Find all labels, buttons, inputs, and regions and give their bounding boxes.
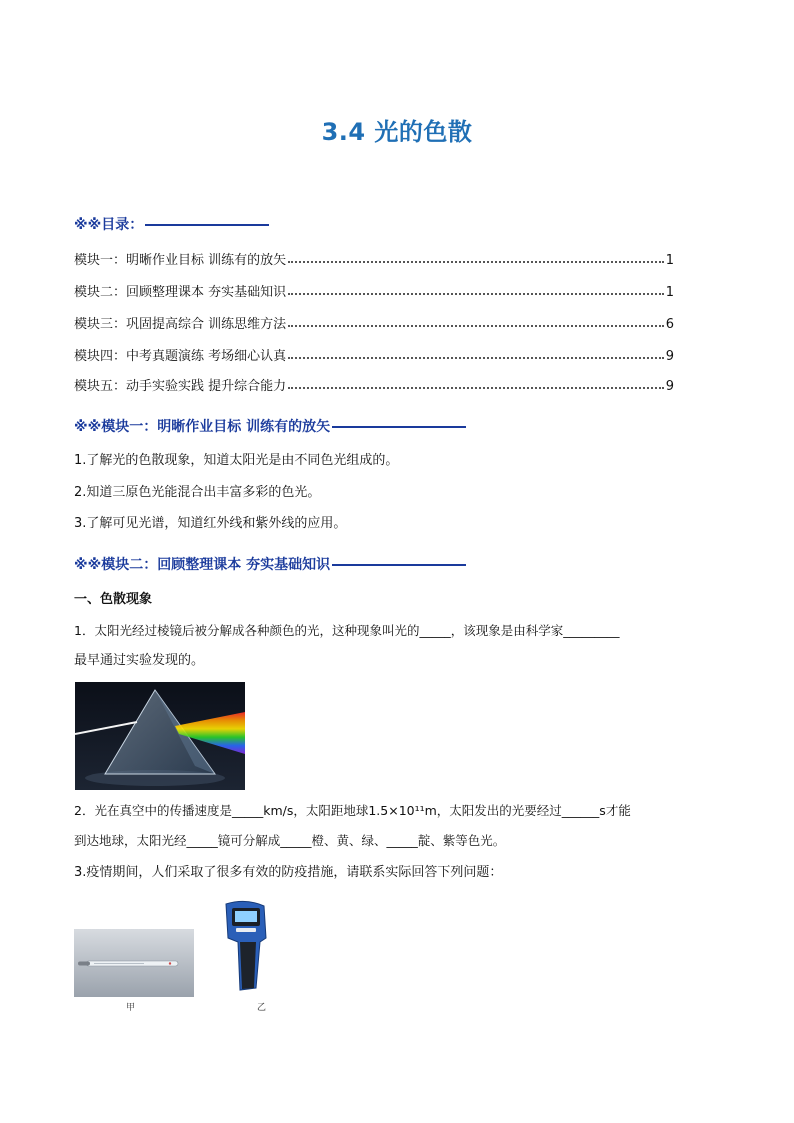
toc-item-label: 模块三：巩固提高综合 训练思维方法 (74, 317, 287, 332)
toc-item[interactable] (74, 314, 674, 332)
module2-heading-text: ※※模块二：回顾整理课本 夯实基础知识 (74, 557, 331, 573)
module1-goal-2: 2.知道三原色光能混合出丰富多彩的色光。 (74, 485, 321, 500)
toc-leader (288, 325, 664, 327)
question-1-line-1: 1．太阳光经过棱镜后被分解成各种颜色的光，这种现象叫光的_____，该现象是由科学家_________ (74, 623, 620, 638)
toc-item[interactable] (74, 346, 674, 364)
module1-goal-3: 3.了解可见光谱，知道红外线和紫外线的应用。 (74, 516, 347, 531)
module1-heading-text: ※※模块一：明晰作业目标 训练有的放矢 (74, 419, 331, 435)
toc-item[interactable] (74, 376, 674, 394)
toc-item-label: 模块五：动手实验实践 提升综合能力 (74, 379, 287, 394)
toc-item-label: 模块四：中考真题演练 考场细心认真 (74, 349, 287, 364)
question-2-line-1: 2．光在真空中的传播速度是_____km/s，太阳距地球1.5×10¹¹m，太阳发出的光要经过______s才能 (74, 803, 631, 818)
toc-leader (288, 293, 664, 295)
toc-leader (288, 261, 664, 263)
toc-heading (74, 214, 269, 234)
toc-leader (288, 357, 664, 359)
prism-photo (75, 682, 245, 790)
glass-thermometer-photo (74, 929, 194, 997)
toc-item-label: 模块二：回顾整理课本 夯实基础知识 (74, 285, 287, 300)
figure-caption-a: 甲 (126, 1003, 136, 1013)
toc-item-page: 9 (665, 349, 674, 364)
toc-item-page: 1 (665, 253, 674, 268)
question-2-line-2: 到达地球，太阳光经_____镜可分解成_____橙、黄、绿、_____靛、紫等色光。 (74, 833, 506, 848)
question-3-line-1: 3.疫情期间，人们采取了很多有效的防疫措施，请联系实际回答下列问题： (74, 865, 503, 880)
figure-caption-b: 乙 (257, 1003, 267, 1013)
toc-item[interactable] (74, 282, 674, 300)
heading-rule (332, 426, 466, 428)
module1-goal-1: 1.了解光的色散现象，知道太阳光是由不同色光组成的。 (74, 453, 399, 468)
infrared-thermometer-photo (216, 898, 276, 994)
toc-item-page: 1 (665, 285, 674, 300)
toc-heading-text: ※※目录： (74, 217, 144, 233)
heading-rule (332, 564, 466, 566)
module2-heading (74, 554, 466, 574)
toc-item[interactable] (74, 250, 674, 268)
question-1-line-2: 最早通过实验发现的。 (74, 653, 205, 668)
toc-leader (288, 387, 664, 389)
toc-item-page: 9 (665, 379, 674, 394)
toc-item-label: 模块一：明晰作业目标 训练有的放矢 (74, 253, 287, 268)
heading-rule (145, 224, 269, 226)
subsection-heading: 一、色散现象 (74, 592, 153, 607)
page-title: 3.4 光的色散 (321, 118, 473, 146)
module1-heading (74, 416, 466, 436)
toc-item-page: 6 (665, 317, 674, 332)
